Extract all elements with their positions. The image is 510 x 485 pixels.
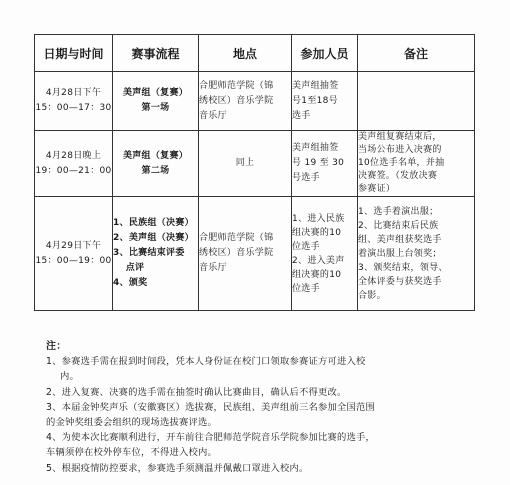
table-row <box>35 197 475 311</box>
footnotes <box>46 339 476 476</box>
notes-line: 10位选手名单，并抽 <box>358 158 445 168</box>
table-header-row <box>35 35 475 72</box>
location-line: 同上 <box>235 158 255 168</box>
participants-line: 号选手 <box>292 173 320 183</box>
date-cell <box>35 72 113 131</box>
notes-line: 美声组复赛结束后， <box>358 132 442 142</box>
notes-line: 参赛证） <box>358 184 396 194</box>
footnote-item-continuation: 车辆须停在校外停车位，不得进入校内。 <box>46 447 217 459</box>
header-process: 赛事流程 <box>113 35 199 72</box>
header-location: 地点 <box>199 35 292 72</box>
footnote-item: 1、参赛选手需在报到时间段，凭本人身份证在校门口领取参赛证方可进入校 <box>46 356 366 368</box>
participants-line: 2、进入美声 <box>292 255 345 266</box>
location-line: 合肥师范学院（锦 <box>199 233 274 243</box>
process-line: 3、比赛结束评委 <box>113 248 185 258</box>
notes-line: 决赛签。（发放决赛 <box>358 171 438 181</box>
participants-cell <box>292 131 358 197</box>
participants-line: 美声组抽签 <box>292 80 339 91</box>
time-line: 15：00—17：30 <box>35 103 112 113</box>
process-line: 4、颁奖 <box>113 278 148 288</box>
footnote-item: 5、根据疫情防控要求，参赛选手须测温并佩戴口罩进入校内。 <box>46 462 309 474</box>
location-cell <box>199 72 292 131</box>
date-line: 4月29日下午 <box>45 240 102 251</box>
header-notes: 备注 <box>358 35 475 72</box>
location-cell <box>199 197 292 311</box>
process-line: 点评 <box>113 263 145 273</box>
participants-line: 美声组抽签 <box>292 143 339 153</box>
participants-line: 组决赛的10 <box>292 227 342 238</box>
location-line: 合肥师范学院（锦 <box>199 80 274 91</box>
location-line: 绣校区）音乐学院 <box>199 248 274 258</box>
time-line: 15：00—19：00 <box>35 255 112 266</box>
notes-line: 合影。 <box>358 290 386 301</box>
notes-cell <box>358 72 475 131</box>
footnote-item: 4、为使本次比赛顺利进行，开车前往合肥师范学院音乐学院参加比赛的选手， <box>46 432 376 444</box>
participants-line: 号 19 至 30 <box>292 158 345 168</box>
footnote-item: 3、本届金钟奖声乐（安徽赛区）选拔赛，民族组、美声组前三名参加全国范围 <box>46 401 376 413</box>
date-line: 4月28日下午 <box>45 88 102 98</box>
process-line: 第二场 <box>141 165 170 176</box>
notes-line: 2、比赛结束后民族 <box>358 220 439 231</box>
notes-line: 1、选手着演出服； <box>358 206 439 217</box>
process-cell <box>113 72 199 131</box>
participants-cell <box>292 72 358 131</box>
footnotes-title: 注： <box>46 341 67 352</box>
header-participants: 参加人员 <box>292 35 358 72</box>
location-line: 音乐厅 <box>199 110 227 121</box>
footnote-item: 2、进入复赛、决赛的选手需在抽签时确认比赛曲目，确认后不得更改。 <box>46 386 347 398</box>
process-line: 2、美声组（决赛） <box>113 233 194 243</box>
participants-line: 位选手 <box>292 241 320 252</box>
participants-line: 位选手 <box>292 283 320 294</box>
process-line: 1、民族组（决赛） <box>113 218 194 228</box>
notes-cell <box>358 131 475 197</box>
header-date-time: 日期与时间 <box>35 35 113 72</box>
date-cell <box>35 131 113 197</box>
participants-line: 1、进入民族 <box>292 213 345 224</box>
notes-line: 全体评委与获奖选手 <box>358 276 442 287</box>
participants-line: 号1至18号 <box>292 95 338 106</box>
time-line: 19：00—21：00 <box>35 165 112 176</box>
participants-line: 组决赛的10 <box>292 269 342 280</box>
notes-cell <box>358 197 475 311</box>
notes-line: 着演出服上台领奖； <box>358 248 442 259</box>
process-line: 美声组（复赛） <box>122 150 189 161</box>
location-line: 音乐厅 <box>199 263 227 273</box>
table-row <box>35 72 475 131</box>
participants-cell <box>292 197 358 311</box>
location-cell <box>199 131 292 197</box>
process-cell <box>113 197 199 311</box>
date-cell <box>35 197 113 311</box>
notes-line: 当场公布进入决赛的 <box>358 145 442 155</box>
footnote-item-continuation: 内。 <box>60 371 79 383</box>
schedule-table <box>34 34 475 311</box>
table-row <box>35 131 475 197</box>
notes-line: 组、美声组获奖选手 <box>358 234 442 245</box>
footnote-item-continuation: 的金钟奖组委会组织的现场选拔赛评选。 <box>46 417 217 429</box>
participants-line: 选手 <box>292 110 311 121</box>
date-line: 4月28日晚上 <box>45 150 102 161</box>
location-line: 绣校区）音乐学院 <box>199 95 274 106</box>
notes-line: 3、颁奖结束，领导、 <box>358 262 448 273</box>
process-cell <box>113 131 199 197</box>
process-line: 美声组（复赛） <box>122 88 189 98</box>
process-line: 第一场 <box>141 103 170 113</box>
